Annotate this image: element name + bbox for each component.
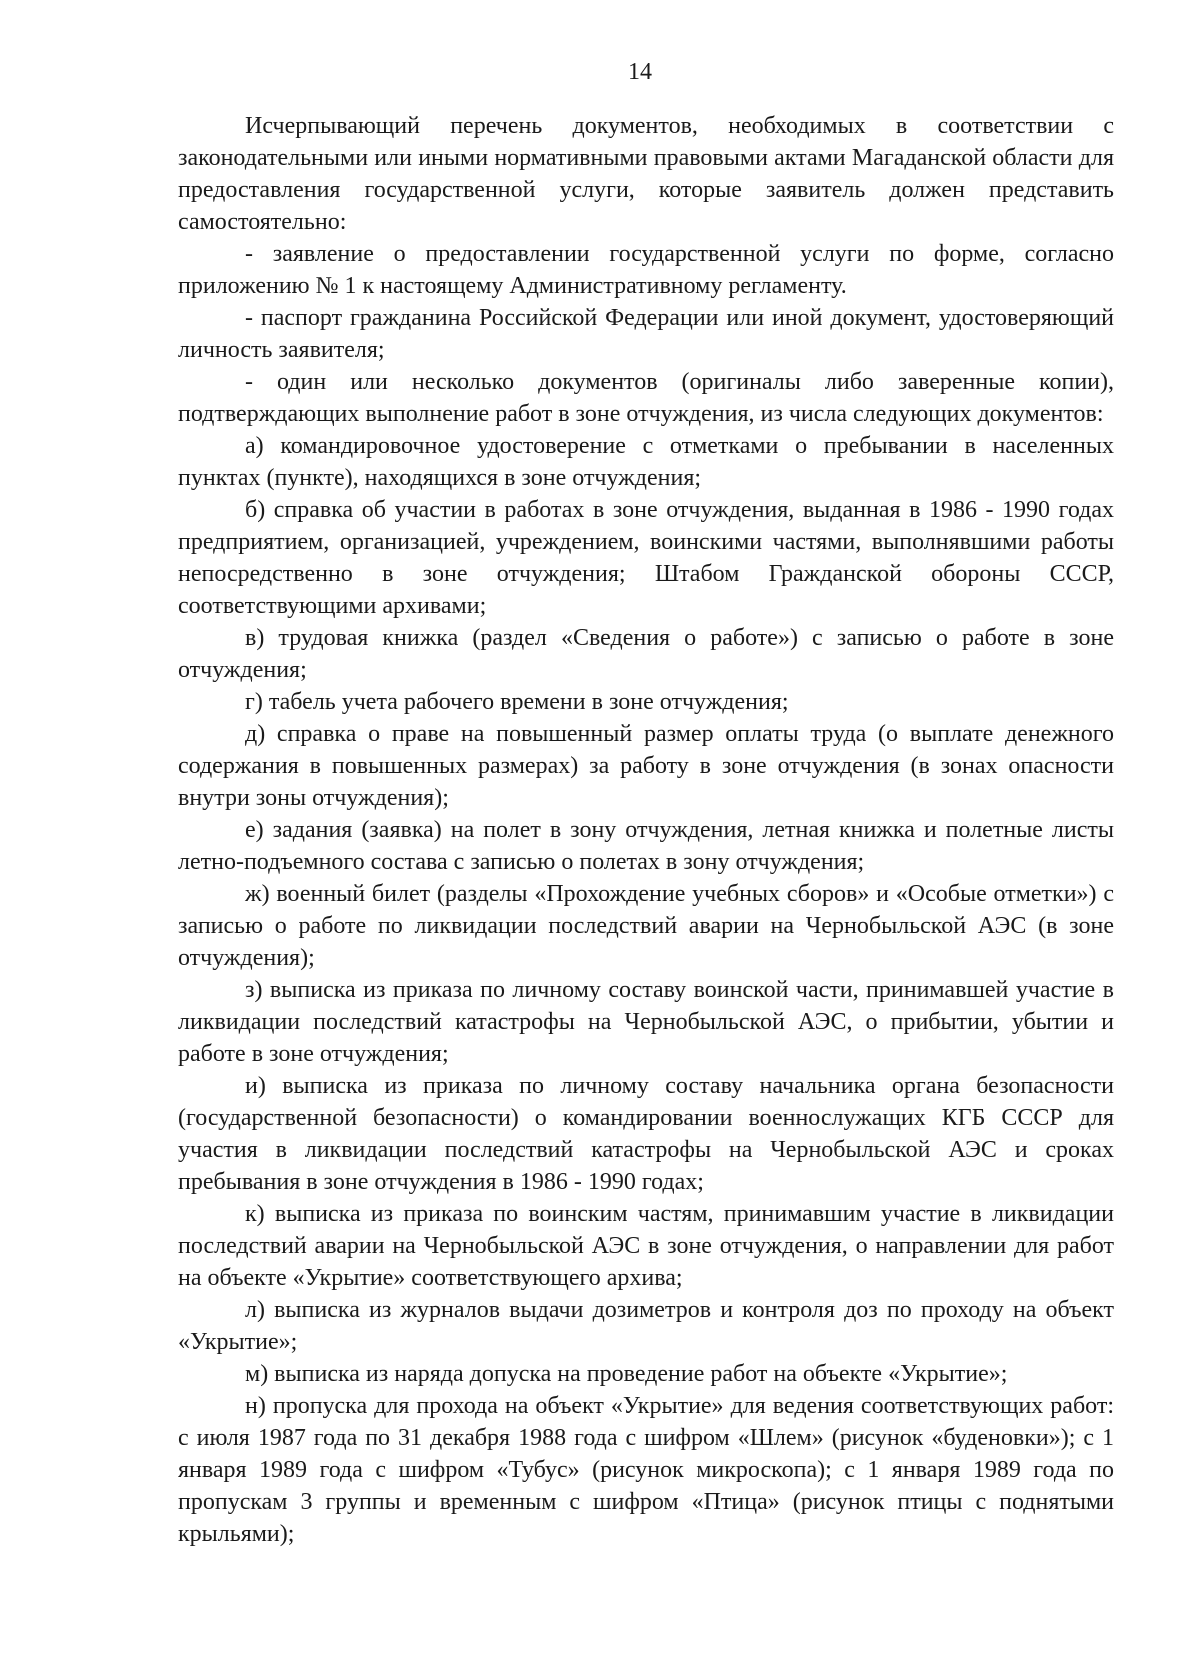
list-item-n: н) пропуска для прохода на объект «Укрытие» для ведения соответствующих работ: с июля 1987 года по 31 декабря 1988 года с шифром «Шлем» (рисунок «буденовки»); с 1 января 1989 года с шифром «Тубус» (рисунок микроскопа); с 1 января 1989 года по пропускам 3 группы и временным с шифром «Птица» (рисунок птицы с поднятыми крыльями); [178,1393,1114,1547]
list-item-zh: ж) военный билет (разделы «Прохождение учебных сборов» и «Особые отметки») с записью о работе по ликвидации последствий аварии на Чернобыльской АЭС (в зоне отчуждения); [178,881,1114,971]
list-item-k: к) выписка из приказа по воинским частям, принимавшим участие в ликвидации последствий аварии на Чернобыльской АЭС в зоне отчуждения, о направлении для работ на объекте «Укрытие» соответствующего архива; [178,1201,1114,1291]
paragraph-passport: - паспорт гражданина Российской Федерации или иной документ, удостоверяющий личность заявителя; [178,305,1114,363]
list-item-m: м) выписка из наряда допуска на проведение работ на объекте «Укрытие»; [245,1361,1008,1387]
list-item-v: в) трудовая книжка (раздел «Сведения о работе») с записью о работе в зоне отчуждения; [178,625,1114,683]
list-item-g: г) табель учета рабочего времени в зоне отчуждения; [245,689,789,715]
list-item-e: е) задания (заявка) на полет в зону отчуждения, летная книжка и полетные листы летно-подъемного состава с записью о полетах в зону отчуждения; [178,817,1114,875]
paragraph-documents: - один или несколько документов (оригиналы либо заверенные копии), подтверждающих выполнение работ в зоне отчуждения, из числа следующих документов: [178,369,1114,427]
list-item-b: б) справка об участии в работах в зоне отчуждения, выданная в 1986 - 1990 годах предприятием, организацией, учреждением, воинскими частями, выполнявшими работы непосредственно в зоне отчуждения; Штабом Гражданской обороны СССР, соответствующими архивами; [178,497,1114,619]
list-item-i: и) выписка из приказа по личному составу начальника органа безопасности (государственной безопасности) о командировании военнослужащих КГБ СССР для участия в ликвидации последствий катастрофы на Чернобыльской АЭС и сроках пребывания в зоне отчуждения в 1986 - 1990 годах; [178,1073,1114,1195]
page-number: 14 [628,59,652,85]
list-item-z: з) выписка из приказа по личному составу воинской части, принимавшей участие в ликвидации последствий катастрофы на Чернобыльской АЭС, о прибытии, убытии и работе в зоне отчуждения; [178,977,1114,1067]
document-body [178,110,1114,1550]
list-item-d: д) справка о праве на повышенный размер оплаты труда (о выплате денежного содержания в повышенных размерах) за работу в зоне отчуждения (в зонах опасности внутри зоны отчуждения); [178,721,1114,811]
list-item-a: а) командировочное удостоверение с отметками о пребывании в населенных пунктах (пункте), находящихся в зоне отчуждения; [178,433,1114,491]
list-item-l: л) выписка из журналов выдачи дозиметров и контроля доз по проходу на объект «Укрытие»; [178,1297,1114,1355]
paragraph-application: - заявление о предоставлении государственной услуги по форме, согласно приложению № 1 к настоящему Административному регламенту. [178,241,1114,299]
paragraph-intro: Исчерпывающий перечень документов, необходимых в соответствии с законодательными или иными нормативными правовыми актами Магаданской области для предоставления государственной услуги, которые заявитель должен представить самостоятельно: [178,113,1114,235]
